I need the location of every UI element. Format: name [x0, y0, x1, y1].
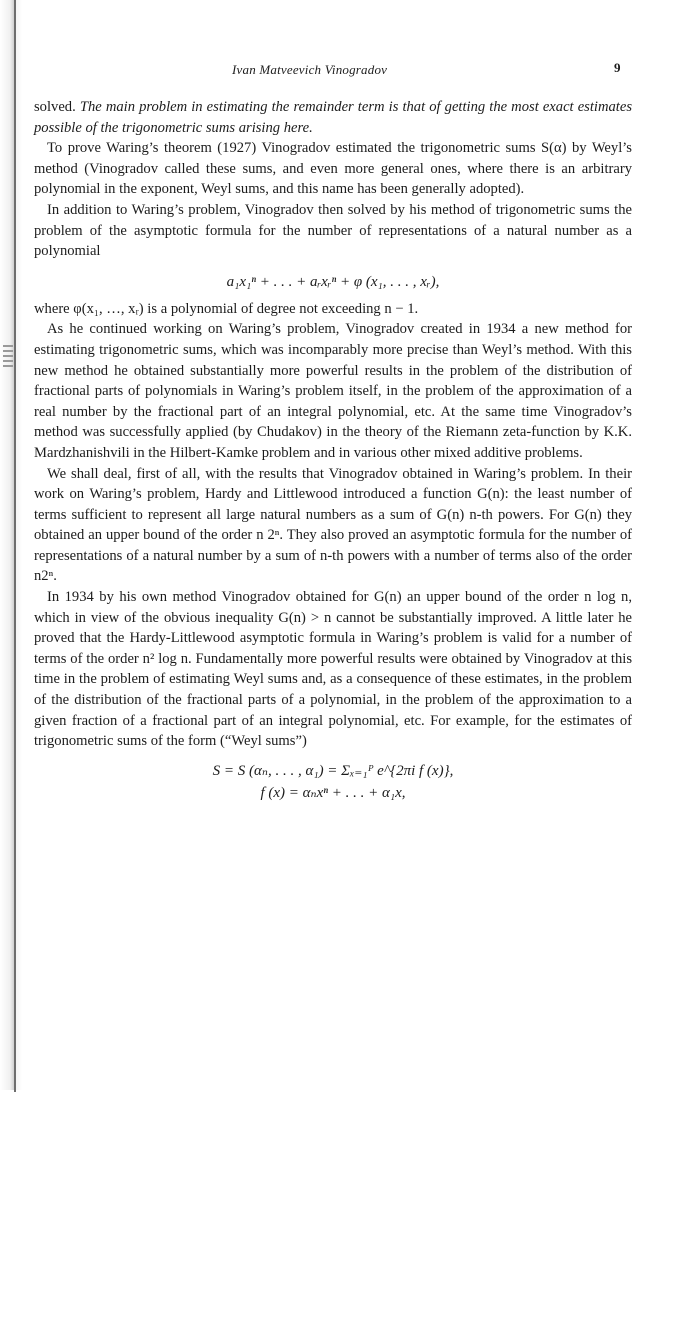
- paragraph-7: In 1934 by his own method Vinogradov obtained for G(n) an upper bound of the order n log n, which in view of the obvious inequality G(n) > n cannot be substantially improved. A little later he proved that the Hardy-Littlewood asymptotic formula in Waring’s problem is valid for a number of terms of the order n² log n. Fundamentally more powerful results were obtained by Vinogradov at this time in the problem of estimating Weyl sums and, as a consequence of these estimates, in the problem of the distribution of the fractional parts of a polynomial, in the problem of the approximation to a given fraction of a fractional part of an integral polynomial, etc. For example, for the estimates of trigonometric sums of the form (“Weyl sums”): [34, 589, 632, 750]
- page-number: 9: [614, 60, 621, 75]
- paragraph-1-italic: The main problem in estimating the remainder term is that of getting the most exact estimates possible of the trigonometric sums arising here.: [34, 99, 633, 136]
- paragraph-1-lead: solved.: [34, 99, 80, 115]
- body-text: [34, 97, 632, 804]
- formula-fx: f (x) = αₙxⁿ + . . . + α₁x,: [260, 784, 406, 801]
- formula-polynomial: a₁x₁ⁿ + . . . + aᵣxᵣⁿ + φ (x₁, . . . , xᵣ),: [226, 273, 440, 290]
- paragraph-5: As he continued working on Waring’s problem, Vinogradov created in 1934 a new method for estimating trigonometric sums, which was incomparably more precise than Weyl’s method. With this new method he obtained substantially more powerful results in the problem of the distribution of fractional parts of polynomials in Waring’s problem itself, in the problem of the approximation of a real number by the fractional part of an integral polynomial, etc. At the same time Vinogradov’s method was successfully applied (by Chudakov) in the theory of the Riemann zeta-function by K.K. Mardzhanishvili in the Hilbert-Kamke problem and in various other mixed additive problems.: [34, 321, 632, 461]
- paragraph-1: [34, 97, 632, 138]
- page-edge-shadow: [0, 0, 22, 1090]
- binding-edge-line: [14, 0, 16, 1092]
- paragraph-3: In addition to Waring’s problem, Vinogradov then solved by his method of trigonometric sums the problem of the asymptotic formula for the number of representations of a natural number as a polynomial: [34, 201, 632, 260]
- paragraph-2: To prove Waring’s theorem (1927) Vinogradov estimated the trigonometric sums S(α) by Weyl’s method (Vinogradov called these sums, and even more general ones, where there is an arbitrary polynomial in the exponent, Weyl sums, and this name has been generally adopted).: [34, 140, 632, 198]
- paragraph-4: where φ(x₁, …, xᵣ) is a polynomial of degree not exceeding n − 1.: [34, 300, 419, 317]
- formula-weyl-sum: S = S (αₙ, . . . , α₁) = Σₓ₌₁ᴾ e^{2πi f (x)},: [212, 762, 454, 779]
- running-head-title: Ivan Matveevich Vinogradov: [232, 62, 388, 77]
- running-head: [0, 60, 642, 82]
- paragraph-6: We shall deal, first of all, with the results that Vinogradov obtained in Waring’s problem. In their work on Waring’s problem, Hardy and Littlewood introduced a function G(n): the least number of terms sufficient to represent all large natural numbers as a sum of G(n) n-th powers. For G(n) they obtained an upper bound of the order n 2ⁿ. They also proved an asymptotic formula for the number of representations of a natural number by a sum of n-th powers with a number of terms also of the order n2ⁿ.: [34, 465, 632, 585]
- scan-artifact: [3, 345, 13, 369]
